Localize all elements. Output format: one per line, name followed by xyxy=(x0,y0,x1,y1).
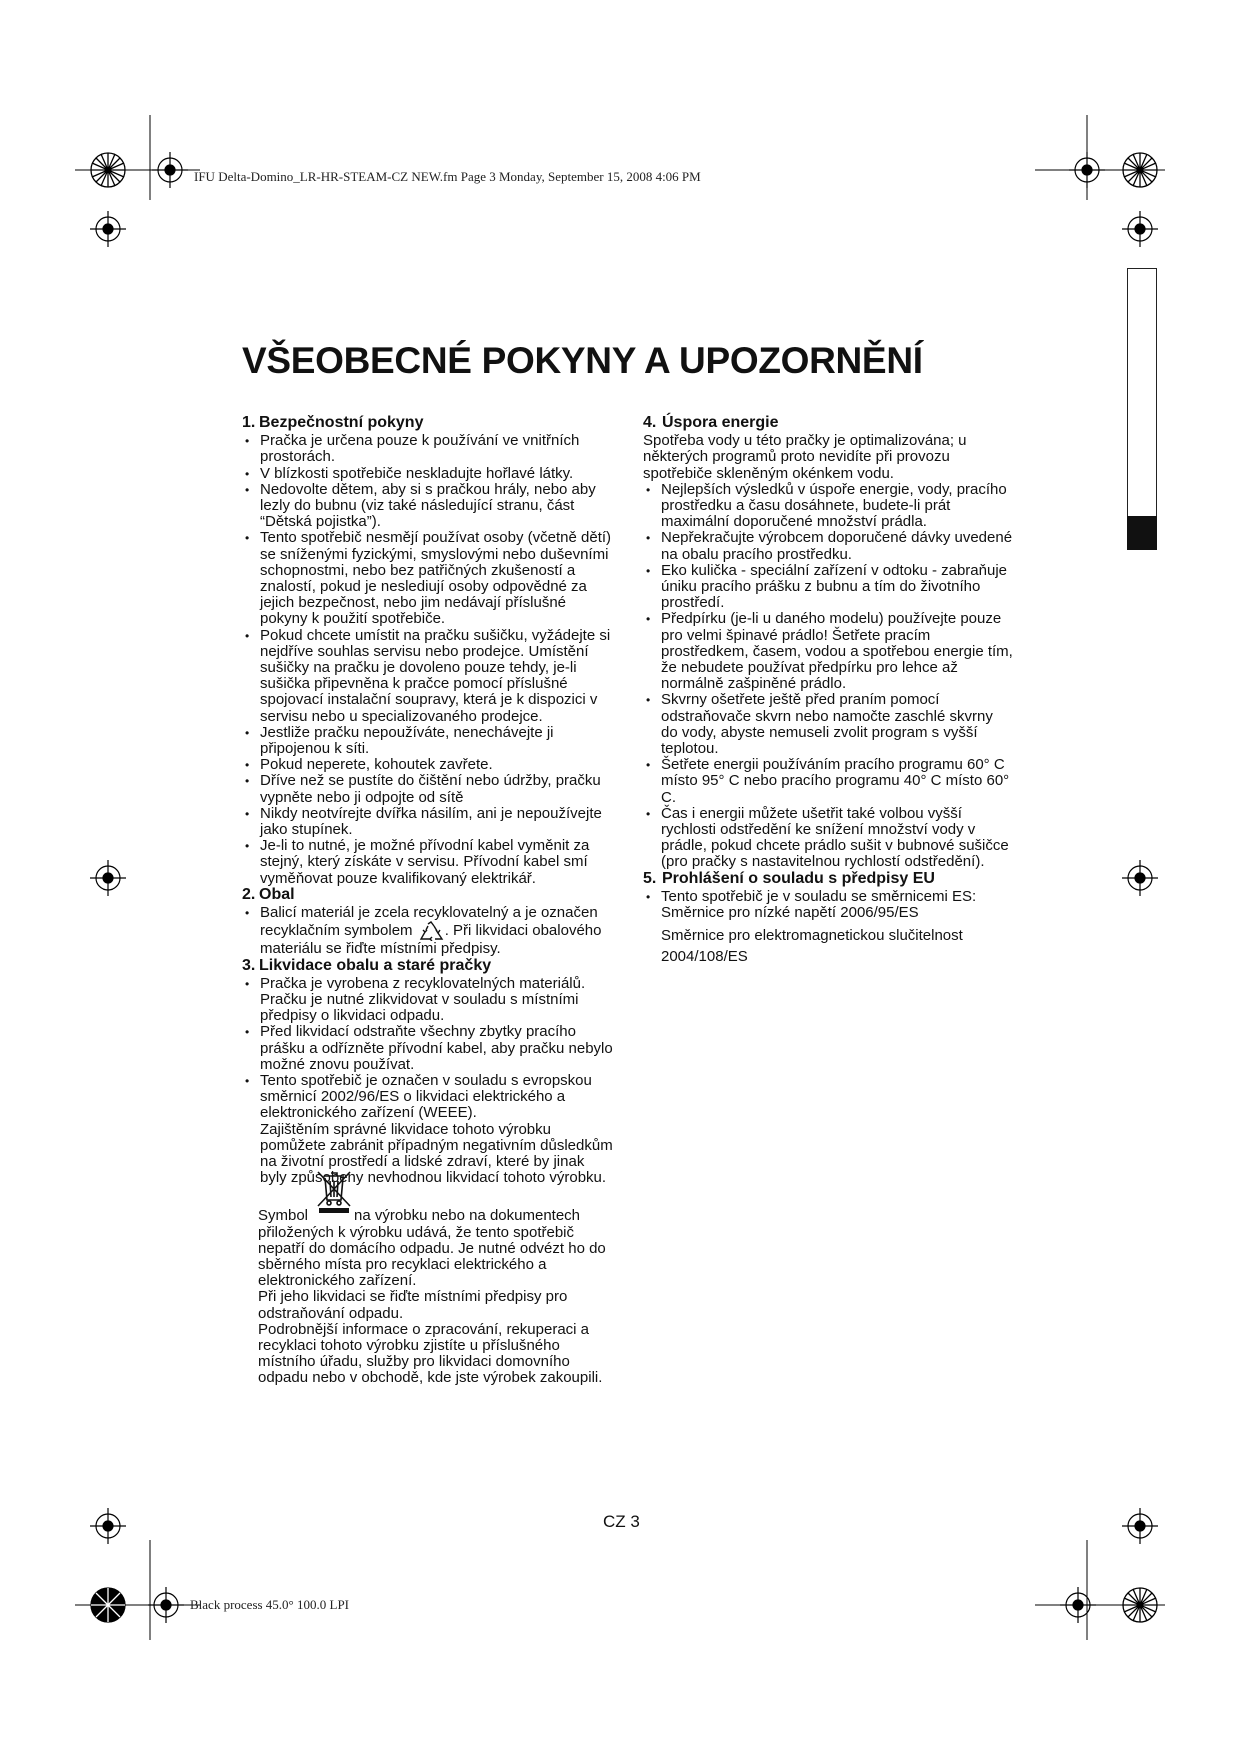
list-item: • Pokud chcete umístit na pračku sušičku, vyžádejte si nejdříve souhlas servisu nebo prodejce. Umístění sušičky na pračku je dovoleno pouze tehdy, je-li sušička připevněna k pračce pomocí příslušné spojovací instalační soupravy, která je k dispozici v servisu nebo u specializovaného prodejce. xyxy=(242,628,614,725)
list-item-text: . Při likvidaci obalového materiálu se řiďte místními předpisy. xyxy=(260,922,602,958)
starburst-tl xyxy=(91,153,125,187)
list-item: • Nedovolte dětem, aby si s pračkou hrály, nebo aby lezly do bubnu (viz také následující stranu, část “Dětská pojistka”). xyxy=(242,482,614,531)
registration-target-mr xyxy=(1122,860,1158,896)
list-item xyxy=(242,905,614,957)
list-item: • Tento spotřebič je v souladu se směrnicemi ES: Směrnice pro nízké napětí 2006/95/ES xyxy=(643,889,1013,921)
list-item-text: Balicí materiál je zcela recyklovatelný a je označen recyklačním symbolem xyxy=(260,904,598,940)
list-item: • Je-li to nutné, je možné přívodní kabel vyměnit za stejný, který získáte v servisu. Přívodní kabel smí vyměňovat pouze kvalifikovaný elektrikář. xyxy=(242,838,614,887)
list-item: • Pokud neperete, kohoutek zavřete. xyxy=(242,757,614,773)
section-2-list xyxy=(242,905,614,957)
thumb-tab-marker xyxy=(1127,516,1157,550)
list-item: • Nikdy neotvírejte dvířka násilím, ani je nepoužívejte jako stupínek. xyxy=(242,806,614,838)
info-paragraph: Podrobnější informace o zpracování, rekuperaci a recyklaci tohoto výrobku zjistíte u příslušného místního úřadu, služby pro likvidaci domovního odpadu nebo v obchodě, kde jste výrobek zakoupili. xyxy=(258,1320,603,1387)
list-item-text: Tento spotřebič je označen v souladu s evropskou směrnicí 2002/96/ES o likvidaci elektrického a elektronického zařízení (WEEE). xyxy=(260,1071,592,1122)
disposal-paragraph: Při jeho likvidaci se řiďte místními předpisy pro odstraňování odpadu. xyxy=(258,1288,568,1322)
section-title: Likvidace obalu a staré pračky xyxy=(259,956,492,974)
recycle-icon xyxy=(417,921,445,941)
crossed-bin-icon xyxy=(314,1168,354,1214)
section-5-heading xyxy=(643,871,1013,887)
list-item: • Šetřete energii používáním pracího programu 60° C místo 95° C nebo pracího programu 40° C místo 60° C. xyxy=(643,757,1013,806)
page-title: VŠEOBECNÉ POKYNY A UPOZORNĚNÍ xyxy=(242,340,923,381)
section-title: Obal xyxy=(259,885,295,903)
list-item: • Dříve než se pustíte do čištění nebo údržby, pračku vypněte nebo ji odpojte od sítě xyxy=(242,773,614,805)
section-4-intro: Spotřeba vody u této pračky je optimalizována; u některých programů proto nevidíte při provozu spotřebiče skleněným okénkem vodu. xyxy=(643,432,967,482)
left-column xyxy=(242,415,614,1387)
page-number: CZ 3 xyxy=(603,1512,640,1531)
weee-symbol-paragraph xyxy=(258,1208,614,1289)
section-4-list xyxy=(643,482,1013,871)
weee-symbol-block xyxy=(258,1208,614,1386)
registration-target-bl xyxy=(90,1508,126,1544)
section-number: 4. xyxy=(643,414,657,431)
section-number: 2. xyxy=(242,885,256,903)
registration-target-tl xyxy=(152,152,188,188)
list-item xyxy=(242,1073,614,1186)
starburst-br xyxy=(1123,1588,1157,1622)
list-item: • Tento spotřebič nesmějí používat osoby (včetně dětí) se sníženými fyzickými, smyslovými nebo duševními schopnostmi, nebo bez patřičných zkušeností a znalostí, pokud je neslediují osoby odpovědné za jejich bezpečnost, nebo jim nedávají příslušné pokyny k použití spotřebiče. xyxy=(242,530,614,627)
weee-paragraph: Zajištěním správné likvidace tohoto výrobku pomůžete zabránit případným negativním důsledkům na životní prostředí a lidské zdraví, které by jinak byly způsobeny nevhodnou likvidací tohoto výrobku. xyxy=(260,1120,613,1187)
registration-target-ml xyxy=(90,860,126,896)
registration-target-bl2 xyxy=(148,1587,184,1623)
list-item: • Eko kulička - speciální zařízení v odtoku - zabraňuje úniku pracího prášku z bubnu a tím do životního prostředí. xyxy=(643,563,1013,612)
emc-directive-number: 2004/108/ES xyxy=(661,948,748,966)
registration-target-tr2 xyxy=(1122,211,1158,247)
section-number: 5. xyxy=(643,869,657,887)
list-item: • Nejlepších výsledků v úspoře energie, vody, pracího prostředku a času dosáhnete, budete-li prát maximální doporučené množství prádla. xyxy=(643,482,1013,531)
section-4-heading xyxy=(643,415,1013,431)
print-footer: Black process 45.0° 100.0 LPI xyxy=(190,1597,350,1612)
list-item: • Skvrny ošetřete ještě před praním pomocí odstraňovače skvrn nebo namočte zaschlé skvrny do vody, abyste nemuseli zvolit program s vyšší teplotou. xyxy=(643,692,1013,757)
section-number: 1. xyxy=(242,414,256,431)
registration-target-br xyxy=(1122,1508,1158,1544)
starburst-tr xyxy=(1123,153,1157,187)
emc-directive-line: Směrnice pro elektromagnetickou slučitelnost xyxy=(661,927,963,945)
symbol-text: na výrobku nebo na dokumentech přiložených k výrobku udává, že tento spotřebič nepatří do domácího odpadu. Je nutné odvézt ho do sběrného místa pro recyklaci elektrického a elektronického zařízení. xyxy=(258,1207,606,1290)
section-3-heading xyxy=(242,958,614,974)
list-item: • Nepřekračujte výrobcem doporučené dávky uvedené na obalu pracího prostředku. xyxy=(643,530,1013,562)
section-1-list xyxy=(242,433,614,887)
section-number: 3. xyxy=(242,956,256,974)
list-item: • Před likvidací odstraňte všechny zbytky pracího prášku a odřízněte přívodní kabel, aby pračku nebylo možné znovu používat. xyxy=(242,1024,614,1073)
list-item: • Pračka je určena pouze k používání ve vnitřních prostorách. xyxy=(242,433,614,465)
section-title: Prohlášení o souladu s předpisy EU xyxy=(662,869,935,887)
registration-target-tl2 xyxy=(90,211,126,247)
thumb-tab-outline xyxy=(1127,268,1157,550)
list-item: • Předpírku (je-li u daného modelu) používejte pouze pro velmi špinavé prádlo! Šetřete pracím prostředkem, časem, vodou a spotřebou energie tím, že nebudete používat předpírku pro lehce až normálně zašpiněné prádlo. xyxy=(643,611,1013,692)
list-item: • Čas i energii můžete ušetřit také volbou vyšší rychlosti odstředění ke snížení množství vody v prádle, pokud chcete prádlo sušit v bubnové sušičce (pro pračky s nastavitelnou rychlostí odstředění). xyxy=(643,806,1013,871)
list-item: • Pračka je vyrobena z recyklovatelných materiálů. Pračku je nutné zlikvidovat v souladu s místními předpisy o likvidaci odpadu. xyxy=(242,976,614,1025)
starburst-bl xyxy=(91,1588,125,1622)
section-2-heading xyxy=(242,887,614,903)
section-3-list xyxy=(242,976,614,1187)
registration-target-tr xyxy=(1069,152,1105,188)
symbol-word: Symbol xyxy=(258,1207,309,1225)
list-item: • Jestliže pračku nepoužíváte, nenechávejte ji připojenou k síti. xyxy=(242,725,614,757)
section-title: Úspora energie xyxy=(662,414,779,431)
section-title: Bezpečnostní pokyny xyxy=(259,414,424,431)
right-column xyxy=(643,415,1013,967)
section-1-heading xyxy=(242,415,614,431)
registration-target-br2 xyxy=(1060,1587,1096,1623)
section-5-list xyxy=(643,889,1013,921)
print-header: IFU Delta-Domino_LR-HR-STEAM-CZ NEW.fm Page 3 Monday, September 15, 2008 4:06 PM xyxy=(194,169,701,184)
list-item: • V blízkosti spotřebiče neskladujte hořlavé látky. xyxy=(242,466,614,482)
